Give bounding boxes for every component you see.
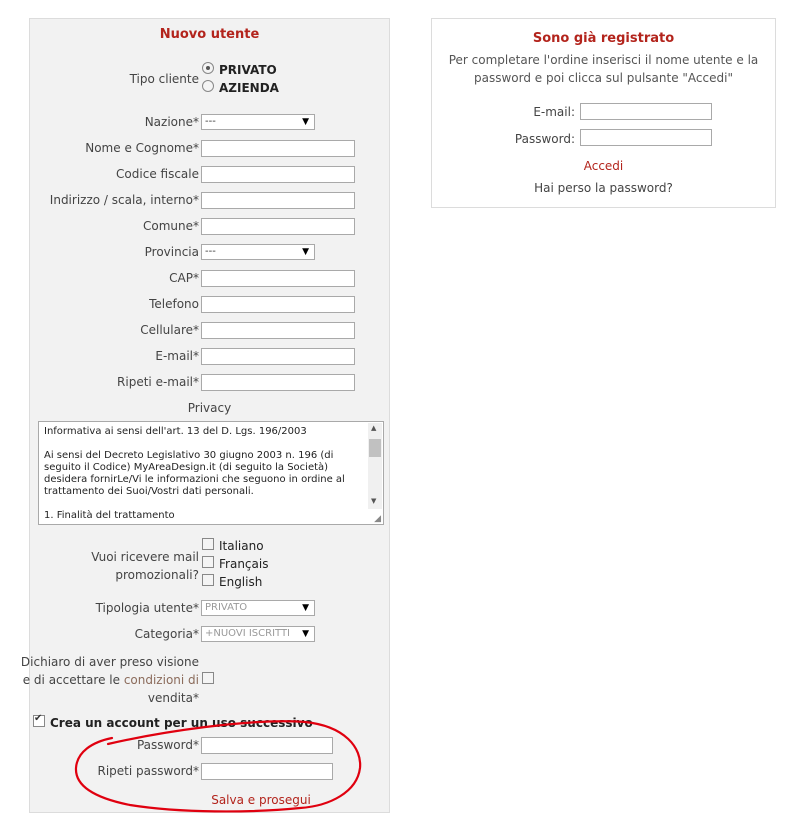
forgot-password-link[interactable]: Hai perso la password? <box>534 181 673 195</box>
categoria-label: Categoria* <box>134 627 199 641</box>
codice-fiscale-input[interactable] <box>201 166 355 183</box>
codice-fiscale-label: Codice fiscale <box>116 167 199 181</box>
password-input[interactable] <box>201 737 333 754</box>
scroll-down-icon[interactable]: ▼ <box>371 497 377 505</box>
provincia-value: --- <box>205 246 216 257</box>
nazione-label: Nazione* <box>144 115 199 129</box>
resize-grip-icon[interactable]: ◢ <box>374 514 381 524</box>
cap-input[interactable] <box>201 270 355 287</box>
email-label: E-mail* <box>155 349 199 363</box>
conditions-checkbox[interactable] <box>202 672 214 684</box>
registered-description-line2: password e poi clicca sul pulsante "Accedi" <box>474 71 733 85</box>
scroll-thumb[interactable] <box>369 439 381 457</box>
privacy-text: Informativa ai sensi dell'art. 13 del D. Lgs. 196/2003 Ai sensi del Decreto Legislativo 30 giugno 2003 n. 196 (di seguito il Codice) MyAreaDesign.it (di seguito la Società) desidera fornirLe/Vi le informazioni che seguono in ordine al trattamento dei Suoi/Vostri dati personali. 1. Finalità del trattamento <box>44 426 345 521</box>
nome-label: Nome e Cognome* <box>85 141 199 155</box>
login-password-input[interactable] <box>580 129 712 146</box>
chevron-down-icon: ▼ <box>302 629 309 639</box>
password-label: Password* <box>136 738 199 752</box>
create-account-label: Crea un account per un uso successivo <box>50 716 313 730</box>
chevron-down-icon: ▼ <box>302 603 309 613</box>
ripeti-email-label: Ripeti e-mail* <box>117 375 199 389</box>
cellulare-label: Cellulare* <box>140 323 199 337</box>
chevron-down-icon: ▼ <box>302 117 309 127</box>
conditions-line2 <box>0 671 199 689</box>
cellulare-input[interactable] <box>201 322 355 339</box>
comune-input[interactable] <box>201 218 355 235</box>
categoria-value: +NUOVI ISCRITTI <box>205 628 291 639</box>
lang-english-label: English <box>219 575 263 589</box>
ripeti-email-input[interactable] <box>201 374 355 391</box>
conditions-prefix: e di accettare le <box>22 673 120 687</box>
conditions-link[interactable]: condizioni di <box>123 673 199 687</box>
lang-italiano-label: Italiano <box>219 539 264 553</box>
conditions-line3: vendita* <box>147 691 199 705</box>
nome-input[interactable] <box>201 140 355 157</box>
create-account-checkbox[interactable] <box>33 715 45 727</box>
login-email-input[interactable] <box>580 103 712 120</box>
conditions-line1: Dichiaro di aver preso visione <box>20 655 199 669</box>
radio-azienda-label: AZIENDA <box>219 81 279 95</box>
telefono-input[interactable] <box>201 296 355 313</box>
registered-panel <box>431 18 776 208</box>
email-input[interactable] <box>201 348 355 365</box>
login-email-label: E-mail: <box>533 105 575 119</box>
indirizzo-label: Indirizzo / scala, interno* <box>49 193 199 207</box>
registered-title: Sono già registrato <box>532 31 675 46</box>
nazione-value: --- <box>205 116 216 127</box>
privacy-textarea[interactable] <box>38 421 384 525</box>
tipologia-select[interactable] <box>201 600 315 616</box>
telefono-label: Telefono <box>149 297 199 311</box>
registered-description-line1: Per completare l'ordine inserisci il nome utente e la <box>448 53 759 67</box>
indirizzo-input[interactable] <box>201 192 355 209</box>
tipologia-value: PRIVATO <box>205 602 248 613</box>
save-continue-button[interactable]: Salva e prosegui <box>211 793 311 807</box>
tipologia-label: Tipologia utente* <box>95 601 199 615</box>
promo-label-line2: promozionali? <box>115 568 199 582</box>
login-button[interactable]: Accedi <box>583 159 624 173</box>
provincia-label: Provincia <box>144 245 199 259</box>
comune-label: Comune* <box>142 219 199 233</box>
tipo-cliente-label: Tipo cliente <box>129 72 199 86</box>
lang-francais-checkbox[interactable] <box>202 556 214 568</box>
radio-privato-label: PRIVATO <box>219 63 277 77</box>
radio-azienda[interactable] <box>202 80 214 92</box>
scroll-up-icon[interactable]: ▲ <box>371 424 377 432</box>
categoria-select[interactable] <box>201 626 315 642</box>
radio-privato[interactable] <box>202 62 214 74</box>
nazione-select[interactable] <box>201 114 315 130</box>
ripeti-password-input[interactable] <box>201 763 333 780</box>
new-user-title: Nuovo utente <box>159 27 260 42</box>
privacy-scrollbar[interactable] <box>368 423 382 509</box>
new-user-panel <box>20 18 390 813</box>
lang-italiano-checkbox[interactable] <box>202 538 214 550</box>
ripeti-password-label: Ripeti password* <box>97 764 199 778</box>
provincia-select[interactable] <box>201 244 315 260</box>
cap-label: CAP* <box>169 271 199 285</box>
login-password-label: Password: <box>514 132 575 146</box>
privacy-label: Privacy <box>187 401 232 415</box>
chevron-down-icon: ▼ <box>302 247 309 257</box>
lang-francais-label: Français <box>219 557 269 571</box>
lang-english-checkbox[interactable] <box>202 574 214 586</box>
promo-label-line1: Vuoi ricevere mail <box>91 550 199 564</box>
